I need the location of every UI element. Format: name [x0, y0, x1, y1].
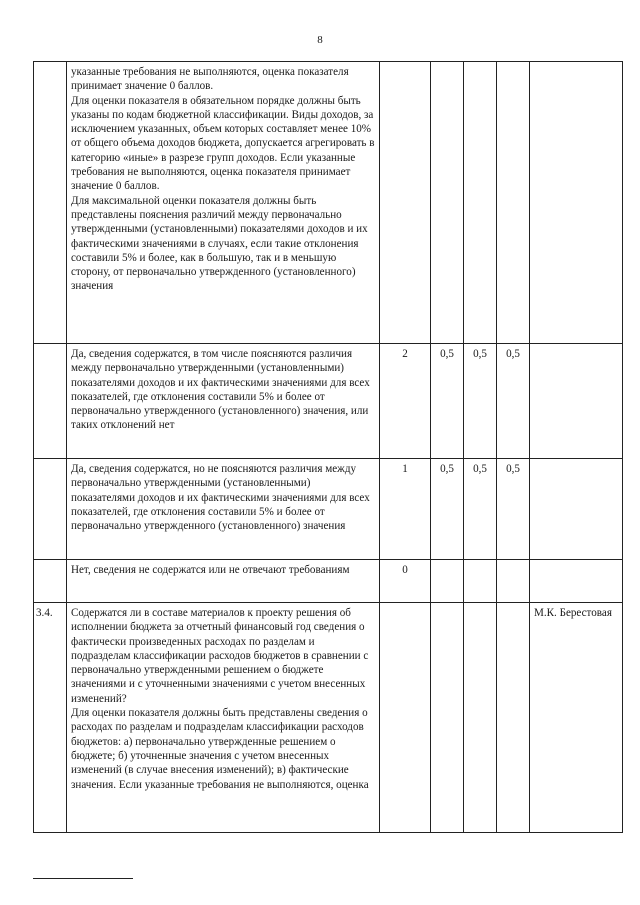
responsible-cell	[530, 560, 623, 603]
paragraph: Да, сведения содержатся, в том числе поясняются различия между первоначально утвержденными (установленными) показателями доходов и их фактическими значениями для всех показателей, где отклонения составили 5% и более от первоначально утвержденного (установленного) значения, или таких отклонений нет	[71, 348, 370, 432]
row-index	[34, 62, 67, 344]
paragraph: указанные требования не выполняются, оценка показателя принимает значение 0 баллов.	[71, 66, 349, 93]
coef-cell-3: 0,5	[497, 344, 530, 459]
table-row	[34, 560, 623, 603]
row-text	[67, 62, 380, 344]
coef-cell-2	[464, 62, 497, 344]
coef-cell-1: 0,5	[431, 344, 464, 459]
table-row	[34, 344, 623, 459]
paragraph: Для оценки показателя в обязательном порядке должны быть указаны по кодам бюджетной классификации. Виды доходов, за исключением указанных, объем которых составляет менее 10% от общего объема доходов бюджета, допускается агрегировать в категорию «иные» в разрезе групп доходов. Если указанные требования не выполняются, оценка показателя принимает значение 0 баллов.	[71, 94, 375, 193]
row-text	[67, 459, 380, 560]
paragraph: Для оценки показателя должны быть представлены сведения о расходах по разделам и подразделам классификации расходов бюджетов: а) первоначально утвержденные решением о бюджете; б) уточненные значения с учетом внесенных изменений (в случае внесения изменений); в) фактические значения. Если указанные требования не выполняются, оценка	[71, 707, 369, 791]
paragraph: Для максимальной оценки показателя должны быть представлены пояснения различий между первоначально утвержденными (установленными) показателями доходов и их фактическими значениями в случаях, если такие отклонения составили 5% и более, как в большую, так и в меньшую сторону, от первоначально утвержденного (установленного) значения	[71, 194, 368, 293]
paragraph: Нет, сведения не содержатся или не отвечают требованиям	[71, 564, 350, 576]
criteria-table	[33, 61, 623, 833]
coef-cell-1	[431, 62, 464, 344]
coef-cell-3	[497, 603, 530, 833]
score-cell: 1	[380, 459, 431, 560]
score-cell: 2	[380, 344, 431, 459]
table-row	[34, 459, 623, 560]
footnote-divider	[33, 878, 133, 879]
row-text	[67, 603, 380, 833]
table-row	[34, 603, 623, 833]
coef-cell-1: 0,5	[431, 459, 464, 560]
table-row	[34, 62, 623, 344]
coef-cell-1	[431, 560, 464, 603]
coef-cell-3	[497, 62, 530, 344]
row-index: 3.4.	[34, 603, 67, 833]
coef-cell-1	[431, 603, 464, 833]
page-number: 8	[317, 34, 323, 46]
responsible-cell	[530, 62, 623, 344]
coef-cell-2	[464, 603, 497, 833]
coef-cell-2: 0,5	[464, 459, 497, 560]
coef-cell-2	[464, 560, 497, 603]
coef-cell-3: 0,5	[497, 459, 530, 560]
paragraph: Содержатся ли в составе материалов к проекту решения об исполнении бюджета за отчетный финансовый год сведения о фактически произведенных расходах по разделам и подразделам классификации расходов бюджетов в сравнении с первоначально утвержденными решением о бюджете значениями и с уточненными значениями с учетом внесенных изменений?	[71, 607, 369, 705]
row-index	[34, 560, 67, 603]
coef-cell-2: 0,5	[464, 344, 497, 459]
responsible-cell	[530, 344, 623, 459]
responsible-cell	[530, 459, 623, 560]
row-text	[67, 560, 380, 603]
score-cell	[380, 62, 431, 344]
row-index	[34, 459, 67, 560]
score-cell: 0	[380, 560, 431, 603]
coef-cell-3	[497, 560, 530, 603]
responsible-cell: М.К. Берестовая	[530, 603, 623, 833]
row-index	[34, 344, 67, 459]
row-text	[67, 344, 380, 459]
paragraph: Да, сведения содержатся, но не поясняются различия между первоначально утвержденными (установленными) показателями доходов и их фактическими значениями для всех показателей, где отклонения составили 5% и более от первоначально утвержденного (установленного) значения	[71, 463, 370, 533]
score-cell	[380, 603, 431, 833]
